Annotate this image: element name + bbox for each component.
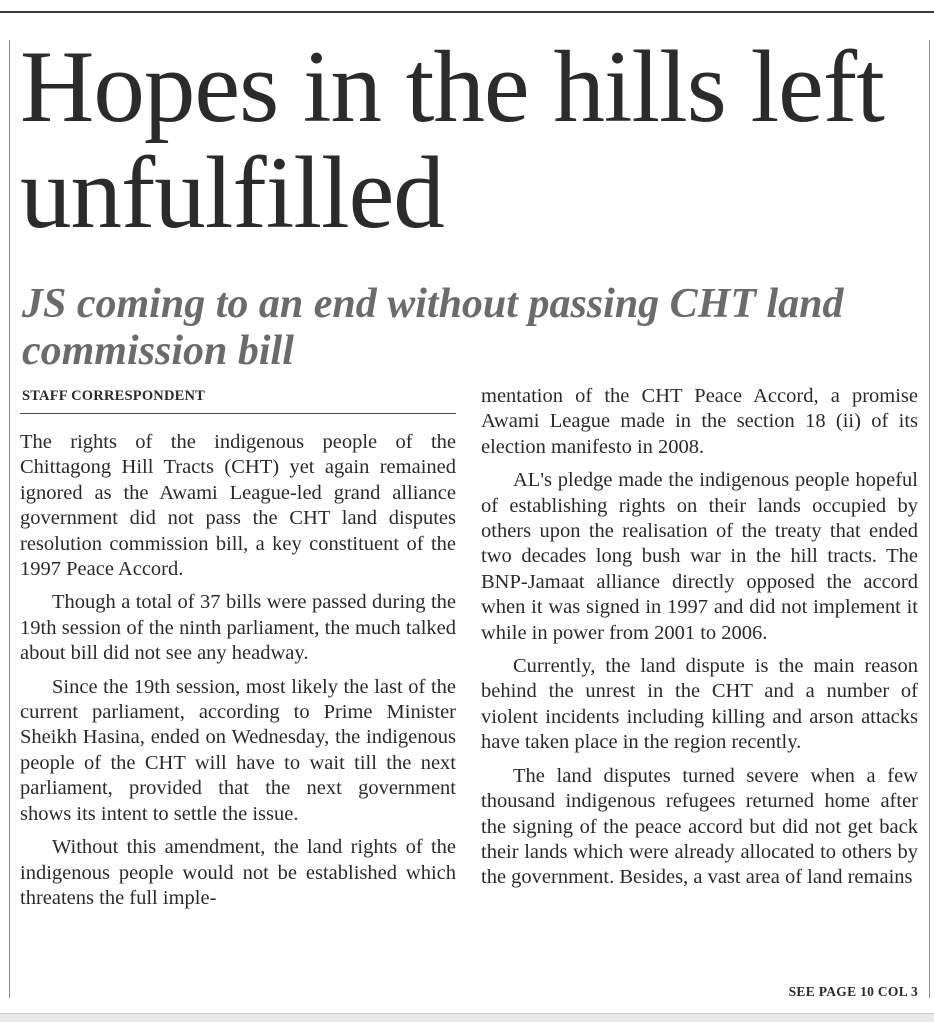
subheadline: JS coming to an end without passing CHT land commission bill [22,281,844,374]
left-column-rule [9,40,10,998]
continued-on-page-label: SEE PAGE 10 COL 3 [788,984,918,999]
paragraph: AL's pledge made the indigenous people hopeful of establishing rights on their lands occupied by others upon the realisation of the treaty that ended two decades long bush war in the hill tracts. The BNP-Jamaat alliance directly opposed the accord when it was signed in 1997 and did not implement it while in power from 2001 to 2006. [481,469,918,644]
paragraph: mentation of the CHT Peace Accord, a promise Awami League made in the section 18 (ii) of its election manifesto in 2008. [481,385,918,458]
paragraph: Currently, the land dispute is the main reason behind the unrest in the CHT and a number of violent incidents including killing and arson attacks have taken place in the region recently. [481,655,918,754]
body-column-right [481,384,918,899]
byline-rule [20,413,456,414]
headline: Hopes in the hills left unfulfilled [20,30,884,250]
bottom-edge [0,1013,934,1022]
body-column-left [20,430,456,919]
right-column-rule [929,40,930,998]
paragraph: Without this amendment, the land rights of the indigenous people would not be established which threatens the full imple- [20,836,456,909]
paragraph: Since the 19th session, most likely the last of the current parliament, according to Prime Minister Sheikh Hasina, ended on Wednesday, the indigenous people of the CHT will have to wait till the next parliament, provided that the next government shows its intent to settle the issue. [20,675,456,825]
paragraph: The land disputes turned severe when a few thousand indigenous refugees returned home after the signing of the peace accord but did not get back their lands which were already allocated to others by the government. Besides, a vast area of land remains [481,764,918,889]
paragraph: Though a total of 37 bills were passed during the 19th session of the ninth parliament, the much talked about bill did not see any headway. [20,591,456,665]
byline: STAFF CORRESPONDENT [22,388,206,404]
top-rule [0,11,934,13]
paragraph: The rights of the indigenous people of the Chittagong Hill Tracts (CHT) yet again remained ignored as the Awami League-led grand alliance government did not pass the CHT land disputes resolution commission bill, a key constituent of the 1997 Peace Accord. [20,431,456,581]
